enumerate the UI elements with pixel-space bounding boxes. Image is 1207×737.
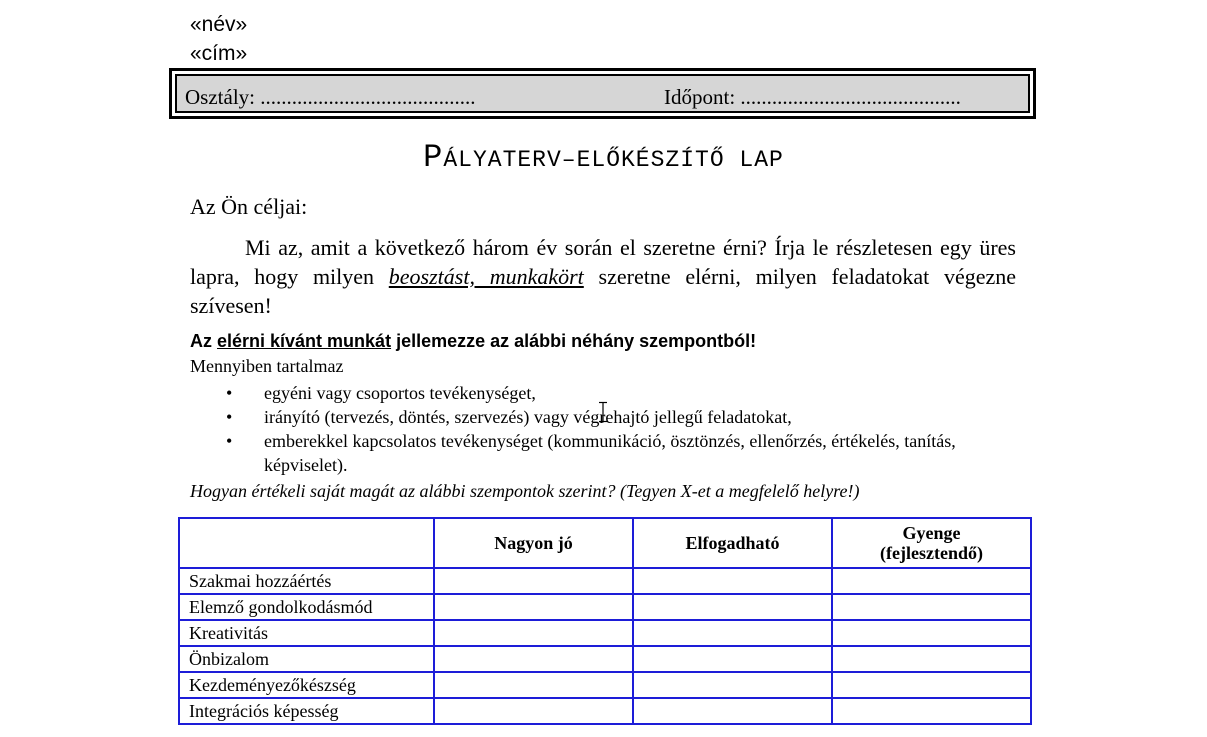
title-word1: ÁLYATERV (443, 147, 562, 173)
class-time-box (169, 68, 1036, 119)
rating-cell[interactable] (832, 568, 1031, 594)
table-header-row (179, 518, 1031, 568)
criteria-bullet-list (190, 381, 1030, 477)
rating-cell[interactable] (633, 594, 832, 620)
row-label: Kezdeményezőkészség (179, 672, 434, 698)
table-row (179, 594, 1031, 620)
class-time-box-inner (175, 74, 1030, 113)
table-row (179, 672, 1031, 698)
rating-cell[interactable] (633, 568, 832, 594)
time-field[interactable]: Időpont: .......................................... (664, 85, 961, 109)
row-label: Elemző gondolkodásmód (179, 594, 434, 620)
bullet-item: • irányító (tervezés, döntés, szervezés) vagy végrehajtó jellegű feladatokat, (190, 405, 1030, 429)
rating-cell[interactable] (434, 646, 633, 672)
rating-cell[interactable] (633, 672, 832, 698)
criteria-heading (190, 331, 756, 352)
table-row (179, 646, 1031, 672)
rating-cell[interactable] (434, 568, 633, 594)
row-label: Kreativitás (179, 620, 434, 646)
merge-field-name: «név» (190, 13, 248, 36)
goals-emphasis: beosztást, munkakört (388, 264, 584, 289)
rating-cell[interactable] (832, 698, 1031, 724)
criteria-heading-suffix: jellemezze az alábbi néhány szempontból! (391, 331, 757, 351)
goals-text-2: szeretne elérni, milyen feladatokat végezne szívesen! (190, 264, 1016, 318)
table-row (179, 620, 1031, 646)
rating-cell[interactable] (832, 594, 1031, 620)
criteria-heading-prefix: Az (190, 331, 217, 351)
header-very-good: Nagyon jó (434, 518, 633, 568)
rating-cell[interactable] (832, 672, 1031, 698)
header-empty-cell (179, 518, 434, 568)
merge-field-address: «cím» (190, 42, 248, 65)
title-dash: – (561, 147, 577, 173)
header-weak (832, 518, 1031, 568)
header-weak-line1: Gyenge (902, 523, 961, 543)
goals-text-1: Mi az, amit a következő három év során el szeretne érni? Írja le részletesen egy üres lapra, hogy milyen (190, 235, 1016, 289)
bullet-item: • egyéni vagy csoportos tevékenységet, (190, 381, 1030, 405)
title-initial: P (423, 139, 444, 176)
row-label: Önbizalom (179, 646, 434, 672)
class-field[interactable]: Osztály: ......................................... (185, 85, 476, 109)
rating-cell[interactable] (832, 646, 1031, 672)
page-title (0, 138, 1207, 180)
rating-cell[interactable] (633, 698, 832, 724)
criteria-heading-underlined: elérni kívánt munkát (217, 331, 392, 351)
rating-cell[interactable] (434, 672, 633, 698)
rating-cell[interactable] (434, 620, 633, 646)
goals-heading: Az Ön céljai: (190, 194, 308, 219)
table-row (179, 698, 1031, 724)
header-acceptable: Elfogadható (633, 518, 832, 568)
table-row (179, 568, 1031, 594)
rating-cell[interactable] (434, 594, 633, 620)
rating-cell[interactable] (633, 620, 832, 646)
header-weak-line2: (fejlesztendő) (880, 543, 983, 563)
rating-question: Hogyan értékeli saját magát az alábbi szempontok szerint? (Tegyen X-et a megfelelő helyre!) (190, 481, 860, 501)
rating-cell[interactable] (434, 698, 633, 724)
title-word2: ELŐKÉSZÍTŐ LAP (576, 147, 784, 173)
goals-paragraph (190, 233, 1016, 320)
rating-table (178, 517, 1032, 725)
bullet-item: • emberekkel kapcsolatos tevékenységet (kommunikáció, ösztönzés, ellenőrzés, értékelés, tanítás, képviselet). (190, 429, 1030, 477)
rating-cell[interactable] (633, 646, 832, 672)
rating-cell[interactable] (832, 620, 1031, 646)
text-cursor-icon (598, 401, 608, 423)
row-label: Szakmai hozzáértés (179, 568, 434, 594)
contains-label: Mennyiben tartalmaz (190, 356, 344, 376)
row-label: Integrációs képesség (179, 698, 434, 724)
